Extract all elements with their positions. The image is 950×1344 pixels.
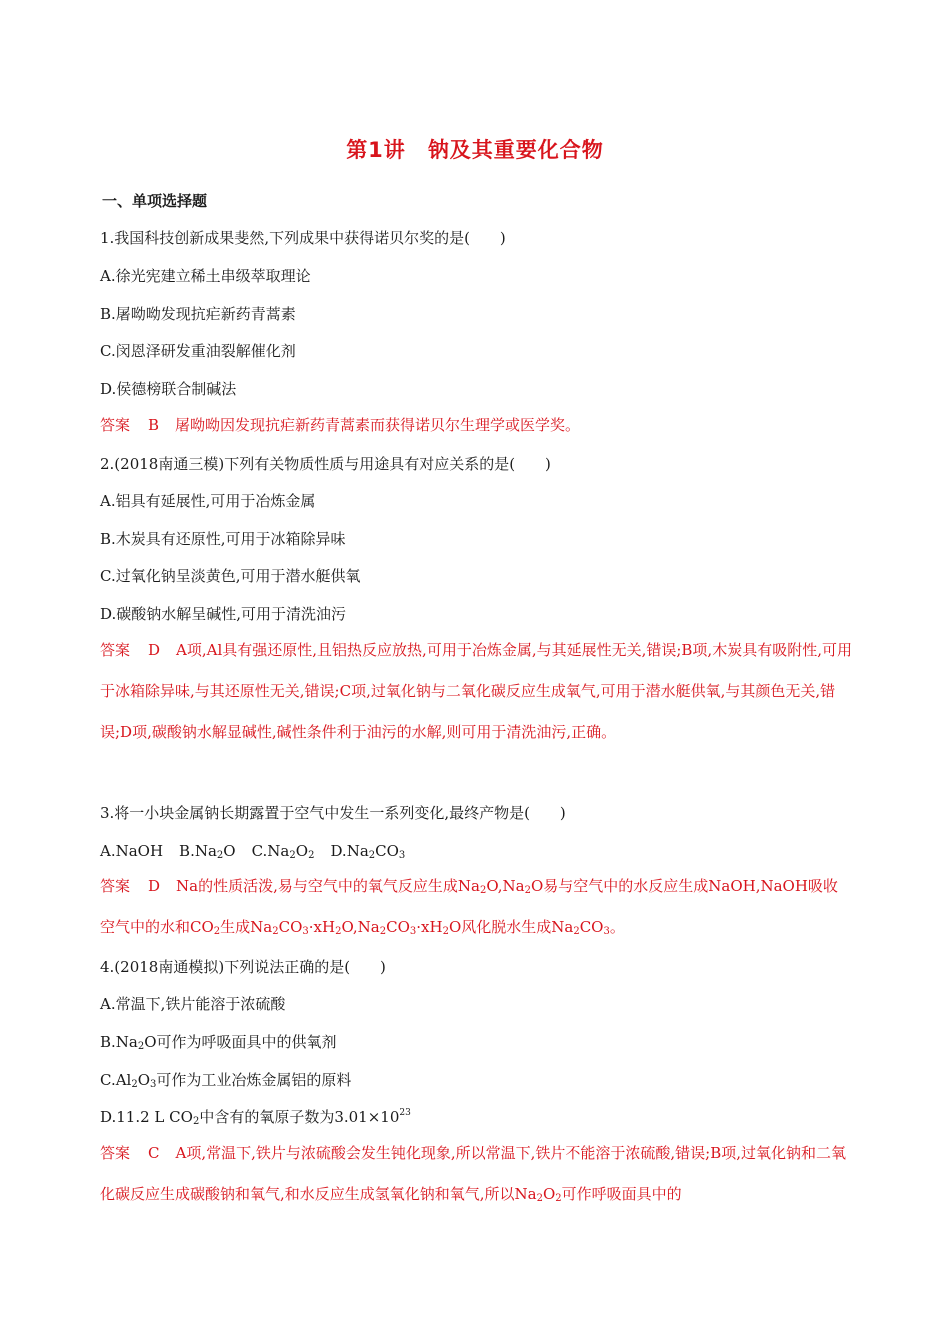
question-4-stem: 4.(2018南通模拟)下列说法正确的是( ) — [100, 958, 386, 976]
answer-explanation: A项,常温下,铁片与浓硫酸会发生钝化现象,所以常温下,铁片不能溶于浓硫酸,错误;B项,过氧化钠和二氧化碳反应生成碳酸钠和氧气,和水反应生成氢氧化钠和氧气,所以$Na_2O_2$可作呼吸面具中的 — [100, 1144, 847, 1204]
lesson-topic: 钠及其重要化合物 — [427, 138, 604, 162]
question-4-option-c: $C.Al_2O_3$可作为工业冶炼金属铝的原料 — [100, 1071, 352, 1090]
answer-label: 答案 — [100, 877, 131, 895]
page-title — [0, 134, 950, 164]
question-2-option-a: A.铝具有延展性,可用于冶炼金属 — [100, 492, 316, 510]
question-3-options — [100, 841, 405, 861]
question-3-option-b: $B.Na_2O$ — [179, 842, 236, 861]
answer-key: D — [148, 877, 161, 895]
question-2-answer — [100, 630, 852, 753]
question-1-option-a: A.徐光宪建立稀土串级萃取理论 — [100, 267, 311, 285]
question-2-stem: 2.(2018南通三模)下列有关物质性质与用途具有对应关系的是( ) — [100, 455, 551, 473]
question-3-answer — [100, 866, 852, 948]
question-4-answer — [100, 1133, 852, 1215]
question-3-stem: 3.将一小块金属钠长期露置于空气中发生一系列变化,最终产物是( ) — [100, 804, 566, 822]
answer-label: 答案 — [100, 416, 131, 434]
answer-explanation: A项,Al具有强还原性,且铝热反应放热,可用于冶炼金属,与其延展性无关,错误;B项,木炭具有吸附性,可用于冰箱除异味,与其还原性无关,错误;C项,过氧化钠与二氧化碳反应生成氧气,可用于潜水艇供氧,与其颜色无关,错误;D项,碳酸钠水解显碱性,碱性条件利于油污的水解,则可用于清洗油污,正确。 — [100, 641, 852, 741]
answer-key: C — [148, 1144, 160, 1162]
section-heading: 一、单项选择题 — [102, 192, 208, 210]
question-4-option-d: D.11.2 L $CO_2$中含有的氧原子数为$3.01\times 10^{23}$ — [100, 1108, 411, 1127]
question-2-option-d: D.碳酸钠水解呈碱性,可用于清洗油污 — [100, 605, 347, 623]
answer-label: 答案 — [100, 641, 131, 659]
question-1-option-b: B.屠呦呦发现抗疟新药青蒿素 — [100, 305, 296, 323]
question-4-option-a: A.常温下,铁片能溶于浓硫酸 — [100, 995, 286, 1013]
answer-key: D — [148, 641, 161, 659]
question-3-option-a: A.NaOH — [100, 842, 164, 860]
question-1-option-d: D.侯德榜联合制碱法 — [100, 380, 237, 398]
answer-explanation: 屠呦呦因发现抗疟新药青蒿素而获得诺贝尔生理学或医学奖。 — [175, 416, 581, 434]
question-3-option-d: $D.Na_2CO_3$ — [330, 842, 406, 861]
question-1-answer — [100, 405, 852, 446]
lesson-number: 第1讲 — [346, 138, 406, 162]
question-1-option-c: C.闵恩泽研发重油裂解催化剂 — [100, 342, 296, 360]
answer-label: 答案 — [100, 1144, 131, 1162]
answer-explanation: Na的性质活泼,易与空气中的氧气反应生成$Na_2O,Na_2O$易与空气中的水反应生成NaOH,NaOH吸收空气中的水和$CO_2$生成$Na_2CO_3\cdot xH_2O,Na_2CO_3\cdot xH_2O$风化脱水生成$Na_2CO_3$。 — [100, 877, 838, 937]
question-4-option-b: $B.Na_2O$可作为呼吸面具中的供氧剂 — [100, 1033, 337, 1052]
question-3-option-c: $C.Na_2O_2$ — [251, 842, 315, 861]
answer-key: B — [148, 416, 160, 434]
question-2-option-c: C.过氧化钠呈淡黄色,可用于潜水艇供氧 — [100, 567, 361, 585]
question-1-stem: 1.我国科技创新成果斐然,下列成果中获得诺贝尔奖的是( ) — [100, 229, 506, 247]
question-2-option-b: B.木炭具有还原性,可用于冰箱除异味 — [100, 530, 346, 548]
